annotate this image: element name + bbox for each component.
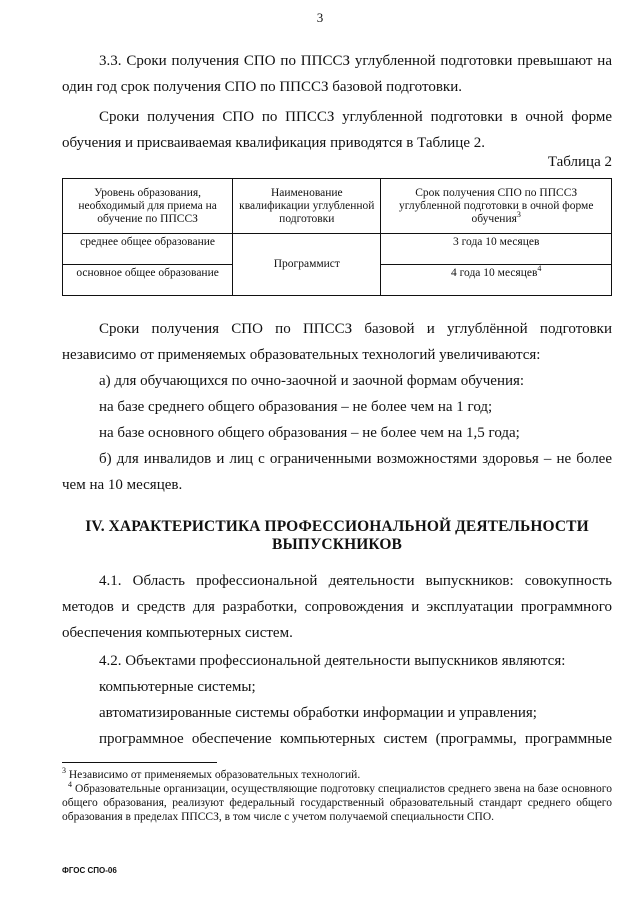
header-term xyxy=(381,179,612,234)
paragraph-terms: Сроки получения СПО по ППССЗ углубленной подготовки в очной форме обучения и присваиваемая квалификация приводятся в Таблице 2. xyxy=(62,109,612,151)
table-row xyxy=(63,234,612,265)
row-level: основное общее образование xyxy=(63,265,233,296)
list-item-b: б) для инвалидов и лиц с ограниченными возможностями здоровья – не более чем на 10 месяцев. xyxy=(62,451,612,493)
paragraph-increase: Сроки получения СПО по ППССЗ базовой и углублённой подготовки независимо от применяемых образовательных технологий увеличиваются: xyxy=(62,321,612,363)
header-level: Уровень образования, необходимый для приема на обучение по ППССЗ xyxy=(63,179,233,234)
list-item-a: а) для обучающихся по очно-заочной и заочной формам обучения: xyxy=(99,373,525,389)
paragraph-4-2: 4.2. Объектами профессиональной деятельности выпускников являются: xyxy=(99,653,566,669)
paragraph-4-1: 4.1. Область профессиональной деятельности выпускников: совокупность методов и средств для разработки, сопровождения и эксплуатации программного обеспечения компьютерных систем. xyxy=(62,573,612,641)
section-heading-line1: IV. ХАРАКТЕРИСТИКА ПРОФЕССИОНАЛЬНОЙ ДЕЯТЕЛЬНОСТИ xyxy=(85,518,589,535)
footnote-3-mark: 3 xyxy=(62,766,66,776)
footnote-4 xyxy=(62,782,612,824)
section-heading xyxy=(62,518,612,554)
footnote-4-text: Образовательные организации, осуществляющие подготовку специалистов среднего звена на базе основного общего образования, реализуют федеральный государственный образовательный стандарт среднего общего образования в пределах ППССЗ, в том числе с учетом получаемой специальности СПО. xyxy=(62,783,612,823)
terms-table xyxy=(62,178,612,296)
list-item-a2: на базе основного общего образования – не более чем на 1,5 года; xyxy=(99,425,520,441)
object-item: программное обеспечение компьютерных систем (программы, программные xyxy=(99,731,612,747)
footnote-ref-3: 3 xyxy=(516,209,521,219)
footnote-ref-4: 4 xyxy=(537,264,542,274)
list-item-a1: на базе среднего общего образования – не более чем на 1 год; xyxy=(99,399,493,415)
row-term xyxy=(381,234,612,265)
footnote-4-mark: 4 xyxy=(68,780,72,790)
table-caption: Таблица 2 xyxy=(547,154,612,170)
object-item: компьютерные системы; xyxy=(99,679,256,695)
qualification-cell: Программист xyxy=(233,234,381,296)
row-term xyxy=(381,265,612,296)
section-heading-line2: ВЫПУСКНИКОВ xyxy=(272,536,402,553)
object-item: автоматизированные системы обработки информации и управления; xyxy=(99,705,537,721)
page-number: 3 xyxy=(316,10,324,25)
row-term-text: 3 года 10 месяцев xyxy=(452,236,540,248)
row-level: среднее общее образование xyxy=(63,234,233,265)
footnote-divider xyxy=(62,762,217,763)
footnote-3-text: Независимо от применяемых образовательных технологий. xyxy=(66,769,361,781)
header-qualification: Наименование квалификации углубленной подготовки xyxy=(233,179,381,234)
footer-code: ФГОС СПО-06 xyxy=(62,866,117,875)
table-header-row xyxy=(63,179,612,234)
row-term-text: 4 года 10 месяцев xyxy=(450,267,538,279)
header-term-text: Срок получения СПО по ППССЗ углубленной подготовки в очной форме обучения xyxy=(398,186,594,225)
paragraph-3-3: 3.3. Сроки получения СПО по ППССЗ углубленной подготовки превышают на один год срок получения СПО по ППССЗ базовой подготовки. xyxy=(62,53,612,95)
footnote-3 xyxy=(62,768,612,782)
